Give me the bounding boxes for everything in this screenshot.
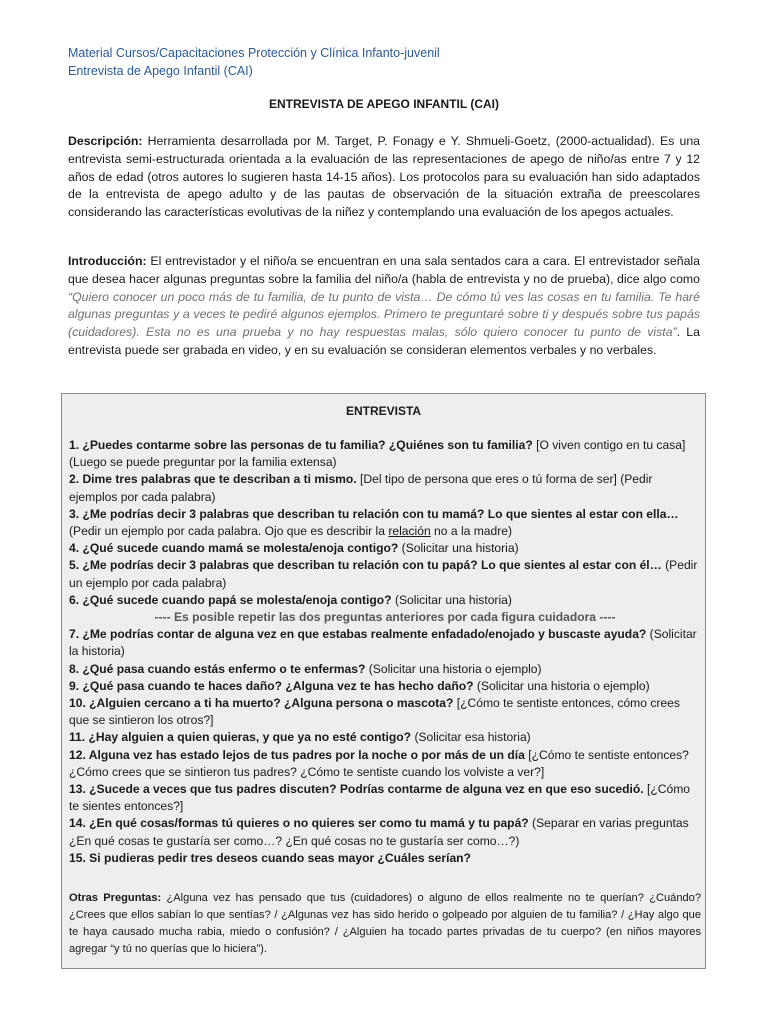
- interview-box: [61, 393, 706, 969]
- question-2-text: 2. Dime tres palabras que te describan a ti mismo.: [69, 472, 357, 487]
- question-6-text: 6. ¿Qué sucede cuando papá se molesta/enoja contigo?: [69, 592, 392, 607]
- question-9-text: 9. ¿Qué pasa cuando te haces daño? ¿Alguna vez te has hecho daño?: [69, 678, 474, 693]
- question-1-note: [O viven contigo en tu casa] (Luego se puede preguntar por la familia extensa): [69, 438, 686, 470]
- question-6-note: (Solicitar una historia): [391, 592, 512, 607]
- introduction-paragraph: [68, 253, 700, 360]
- question-12: [69, 747, 701, 781]
- question-12-note: [¿Cómo te sentiste entonces? ¿Cómo crees que se sintieron tus padres? ¿Cómo te sentiste cuando los volviste a ver?]: [69, 747, 689, 779]
- question-12-text: 12. Alguna vez has estado lejos de tus padres por la noche o por más de un día: [69, 747, 525, 762]
- question-4-note: (Solicitar una historia): [398, 541, 519, 556]
- other-questions: [69, 890, 701, 958]
- question-11-note: (Solicitar esa historia): [411, 730, 531, 745]
- question-3-note-end: no a la madre): [430, 524, 513, 539]
- question-11: [69, 729, 701, 746]
- header-line-instrument: Entrevista de Apego Infantil (CAI): [68, 64, 253, 78]
- question-1-text: 1. ¿Puedes contarme sobre las personas de tu familia? ¿Quiénes son tu familia?: [69, 438, 533, 452]
- question-7-text: 7. ¿Me podrías contar de alguna vez en que estabas realmente enfadado/enojado y buscaste ayuda?: [69, 627, 647, 642]
- document-header: [68, 44, 440, 80]
- question-2: [69, 471, 701, 505]
- other-questions-text: ¿Alguna vez has pensado que tus (cuidadores) o alguno de ellos realmente no te querían? ¿Cuándo? ¿Crees que ellos sabían lo que sentías? / ¿Algunas vez has sido herido o golpeado por alguien de tu familia? / ¿Hay algo que te haya causado mucha rabia, miedo o confusión? / ¿Alguien ha tocado partes privadas de tu cuerpo? (en niños mayores agregar “y tú no querías que lo hiciera”).: [69, 892, 701, 955]
- question-2-note: [Del tipo de persona que eres o tú forma de ser] (Pedir ejemplos por cada palabra): [69, 472, 653, 504]
- introduction-text: El entrevistador y el niño/a se encuentran en una sala sentados cara a cara. El entrevistador señala que desea hacer algunas preguntas sobre la familia del niño/a (habla de entrevista y no de prueba), dice algo como: [68, 254, 700, 286]
- question-8-note: (Solicitar una historia o ejemplo): [365, 661, 542, 676]
- question-10-note: [¿Cómo te sentiste entonces, cómo crees que se sintieron los otros?]: [69, 696, 680, 728]
- interview-heading: ENTREVISTA: [345, 404, 422, 418]
- question-7-note: (Solicitar la historia): [69, 627, 697, 659]
- question-10-text: 10. ¿Alguien cercano a ti ha muerto? ¿Alguna persona o mascota?: [69, 696, 454, 711]
- question-4-text: 4. ¿Qué sucede cuando mamá se molesta/enoja contigo?: [69, 541, 399, 556]
- document-title: ENTREVISTA DE APEGO INFANTIL (CAI): [268, 97, 499, 111]
- question-11-text: 11. ¿Hay alguien a quien quieras, y que ya no esté contigo?: [69, 730, 412, 745]
- introduction-text-end: . La entrevista puede ser grabada en video, y en su evaluación se consideran elementos verbales y no verbales.: [68, 325, 700, 357]
- question-6: [69, 592, 701, 609]
- question-list: [69, 437, 701, 867]
- question-8: [69, 661, 701, 678]
- question-3-underlined: relación: [388, 524, 431, 539]
- question-13-note: [¿Cómo te sientes entonces?]: [69, 782, 691, 814]
- caregiver-repeat-note: ---- Es posible repetir las dos preguntas anteriores por cada figura cuidadora ----: [154, 610, 616, 625]
- introduction-label: Introducción:: [68, 254, 147, 268]
- question-14: [69, 815, 701, 849]
- header-line-course: Material Cursos/Capacitaciones Protección y Clínica Infanto-juvenil: [68, 46, 440, 60]
- other-questions-label: Otras Preguntas:: [69, 892, 162, 904]
- question-3-note: (Pedir un ejemplo por cada palabra. Ojo que es describir la: [69, 524, 389, 539]
- question-4: [69, 540, 701, 557]
- question-5-text: 5. ¿Me podrías decir 3 palabras que describan tu relación con tu papá? Lo que sientes al estar con él…: [69, 558, 662, 573]
- question-9: [69, 678, 701, 695]
- question-15: [69, 850, 701, 867]
- description-paragraph: [68, 133, 700, 222]
- description-text: Herramienta desarrollada por M. Target, P. Fonagy e Y. Shmueli-Goetz, (2000-actualidad). Es una entrevista semi-estructurada orientada a la evaluación de las representaciones de apego de niño/as entre 7 y 12 años de edad (otros autores lo sugieren hasta 14-15 años). Los protocolos para su evaluación han sido adaptados de la entrevista de apego adulto y de las pautas de observación de la situación extraña de preescolares considerando las características evolutivas de la niñez y contemplando una evaluación de los apegos actuales.: [68, 134, 700, 220]
- question-14-text: 14. ¿En qué cosas/formas tú quieres o no quieres ser como tu mamá y tu papá?: [69, 816, 529, 831]
- question-3-text: 3. ¿Me podrías decir 3 palabras que describan tu relación con tu mamá? Lo que sientes al estar con ella…: [69, 506, 679, 521]
- question-15-text: 15. Si pudieras pedir tres deseos cuando seas mayor ¿Cuáles serían?: [69, 850, 471, 865]
- question-5: [69, 557, 701, 591]
- introduction-quote: “Quiero conocer un poco más de tu familia, de tu punto de vista… De cómo tú ves las cosas en tu familia. Te haré algunas preguntas y a veces te pediré algunos ejemplos. Primero te preguntaré sobre ti y después sobre tus papás (cuidadores). Esta no es una prueba y no hay respuestas malas, sólo quiero conocer tu punto de vista”: [68, 289, 700, 340]
- question-14-note: (Separar en varias preguntas ¿En qué cosas te gustaría ser como…? ¿En qué cosas no te gustaría ser como…?): [69, 816, 689, 848]
- question-1: [69, 437, 701, 471]
- question-13-text: 13. ¿Sucede a veces que tus padres discuten? Podrías contarme de alguna vez en que eso sucedió.: [69, 782, 644, 797]
- description-label: Descripción:: [68, 134, 143, 148]
- question-13: [69, 781, 701, 815]
- question-8-text: 8. ¿Qué pasa cuando estás enfermo o te enfermas?: [69, 661, 366, 676]
- question-9-note: (Solicitar una historia o ejemplo): [473, 678, 650, 693]
- question-10: [69, 695, 701, 729]
- question-5-note: (Pedir un ejemplo por cada palabra): [69, 558, 698, 590]
- question-7: [69, 626, 701, 660]
- question-3: [69, 506, 701, 540]
